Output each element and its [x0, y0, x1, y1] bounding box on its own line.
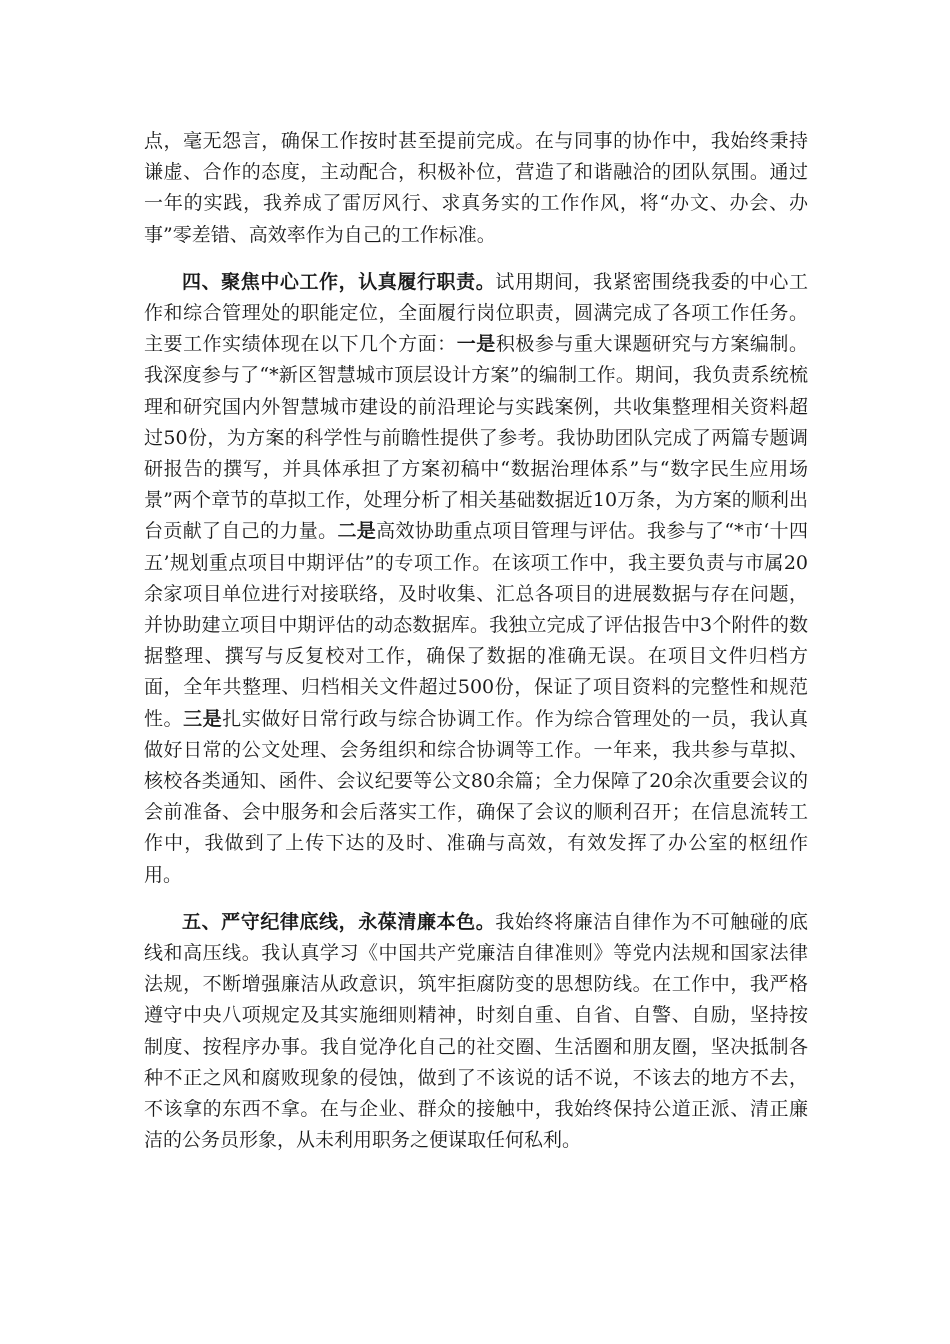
item-text-two: 高效协助重点项目管理与评估。我参与了“*市‘十四五’规划重点项目中期评估”的专项工作。在该项工作中，我主要负责与市属20余家项目单位进行对接联络，及时收集、汇总各项目的进展数据与存在问题，并协助建立项目中期评估的动态数据库。我独立完成了评估报告中3个附件的数据整理、撰写与反复校对工作，确保了数据的准确无误。在项目文件归档方面，全年共整理、归档相关文件超过500份，保证了项目资料的完整性和规范性。	[144, 520, 808, 730]
item-label-one: 一是	[456, 333, 496, 356]
section-heading-five: 五、严守纪律底线，永葆清廉本色。	[182, 910, 496, 933]
document-body	[144, 126, 808, 1173]
item-text-one: 积极参与重大课题研究与方案编制。我深度参与了“*新区智慧城市顶层设计方案”的编制工作。期间，我负责系统梳理和研究国内外智慧城市建设的前沿理论与实践案例，共收集整理相关资料超过50份，为方案的科学性与前瞻性提供了参考。我协助团队完成了两篇专题调研报告的撰写，并具体承担了方案初稿中“数据治理体系”与“数字民生应用场景”两个章节的草拟工作，处理分析了相关基础数据近10万条，为方案的顺利出台贡献了自己的力量。	[144, 333, 808, 543]
item-label-two: 二是	[337, 520, 377, 543]
paragraph-work-style	[144, 126, 808, 251]
item-label-three: 三是	[183, 707, 223, 730]
item-text-three: 扎实做好日常行政与综合协调工作。作为综合管理处的一员，我认真做好日常的公文处理、会务组织和综合协调等工作。一年来，我共参与草拟、核校各类通知、函件、会议纪要等公文80余篇；全力保障了20余次重要会议的会前准备、会中服务和会后落实工作，确保了会议的顺利召开；在信息流转工作中，我做到了上传下达的及时、准确与高效，有效发挥了办公室的枢纽作用。	[144, 707, 808, 886]
paragraph-discipline	[144, 907, 808, 1157]
paragraph-intro: 试用期间，我紧密围绕我委的中心工作和综合管理处的职能定位，全面履行岗位职责，圆满完成了各项工作任务。主要工作实绩体现在以下几个方面：	[144, 270, 808, 356]
paragraph-text: 我始终将廉洁自律作为不可触碰的底线和高压线。我认真学习《中国共产党廉洁自律准则》等党内法规和国家法律法规，不断增强廉洁从政意识，筑牢拒腐防变的思想防线。在工作中，我严格遵守中央八项规定及其实施细则精神，时刻自重、自省、自警、自励，坚持按制度、按程序办事。我自觉净化自己的社交圈、生活圈和朋友圈，坚决抵制各种不正之风和腐败现象的侵蚀，做到了不该说的话不说，不该去的地方不去，不该拿的东西不拿。在与企业、群众的接触中，我始终保持公道正派、清正廉洁的公务员形象，从未利用职务之便谋取任何私利。	[144, 910, 808, 1152]
paragraph-text: 点，毫无怨言，确保工作按时甚至提前完成。在与同事的协作中，我始终秉持谦虚、合作的态度，主动配合，积极补位，营造了和谐融洽的团队氛围。通过一年的实践，我养成了雷厉风行、求真务实的工作作风，将“办文、办会、办事”零差错、高效率作为自己的工作标准。	[144, 130, 808, 246]
paragraph-duties	[144, 267, 808, 891]
section-heading-four: 四、聚焦中心工作，认真履行职责。	[182, 270, 496, 293]
